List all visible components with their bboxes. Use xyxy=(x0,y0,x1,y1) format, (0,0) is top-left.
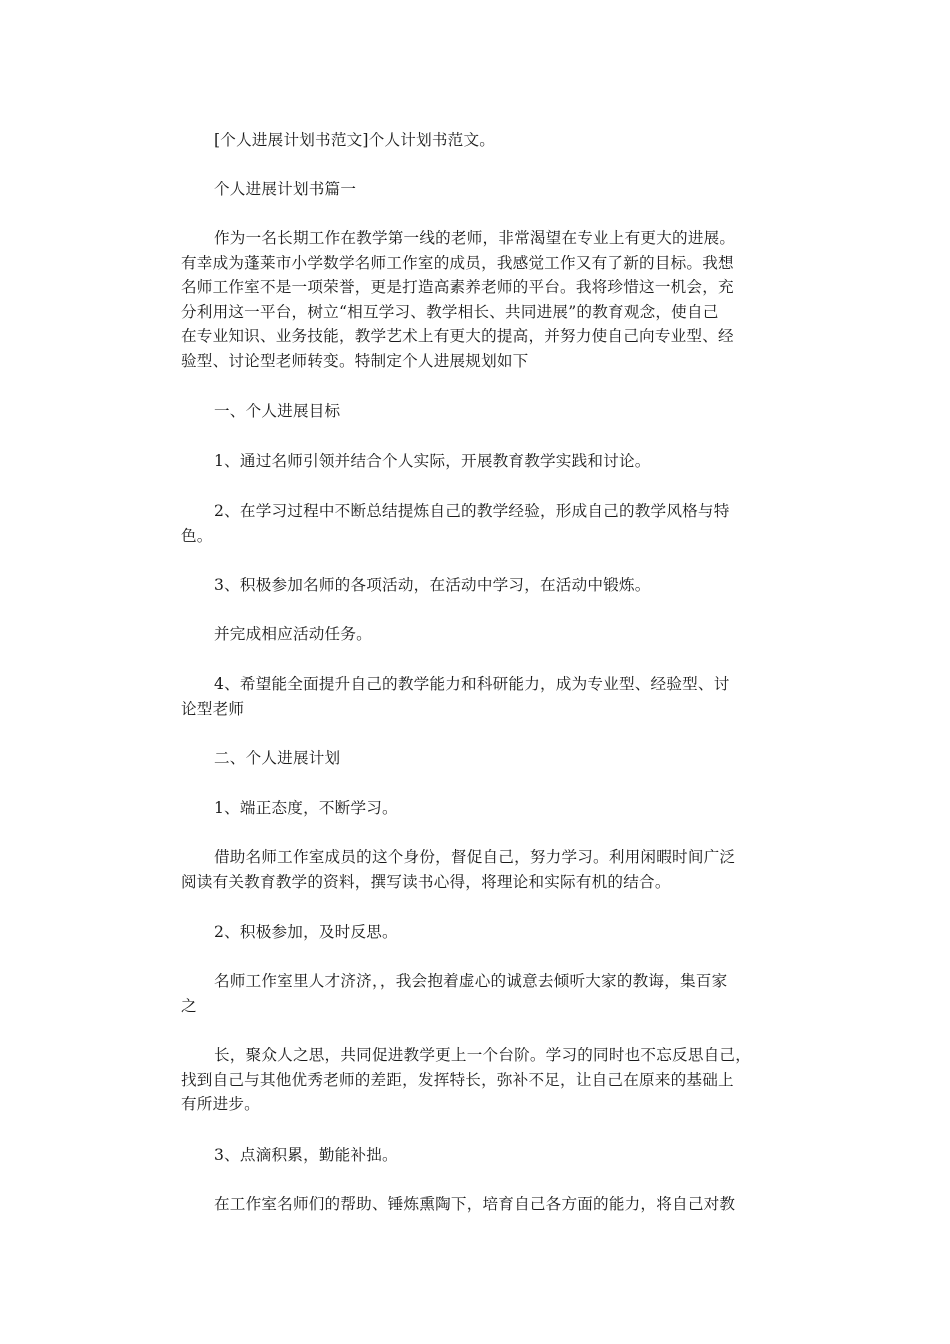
paragraph-goal-4 xyxy=(181,672,781,721)
text-line: 有幸成为蓬莱市小学数学名师工作室的成员，我感觉工作又有了新的目标。我想 xyxy=(181,253,734,272)
text-line: 验型、讨论型老师转变。特制定个人进展规划如下 xyxy=(181,351,529,370)
paragraph-plan-2-body xyxy=(181,969,781,1018)
text-line: 2、在学习过程中不断总结提炼自己的教学经验，形成自己的教学风格与特 xyxy=(214,502,730,520)
paragraph-goal-3 xyxy=(181,573,781,598)
paragraph-plan-2-body-cont xyxy=(181,1043,781,1117)
paragraph-intro xyxy=(181,226,781,374)
text-line: 借助名师工作室成员的这个身份，督促自己，努力学习。利用闲暇时间广泛 xyxy=(214,848,736,866)
text-line: 在专业知识、业务技能，教学艺术上有更大的提高，并努力使自己向专业型、经 xyxy=(181,327,734,346)
paragraph-plan-1 xyxy=(181,796,781,821)
text-line: 一、个人进展目标 xyxy=(214,402,341,420)
text-line: 1、端正态度，不断学习。 xyxy=(214,799,398,817)
text-line: 名师工作室不是一项荣誉，更是打造高素养老师的平台。我将珍惜这一机会，充 xyxy=(181,278,734,297)
paragraph-title xyxy=(181,128,781,153)
text-line: 之 xyxy=(181,996,197,1015)
text-line: 并完成相应活动任务。 xyxy=(214,625,372,643)
text-line: 论型老师 xyxy=(181,699,245,718)
text-line: 阅读有关教育教学的资料，撰写读书心得，将理论和实际有机的结合。 xyxy=(181,872,671,891)
text-line: 二、个人进展计划 xyxy=(214,749,341,767)
text-line: 色。 xyxy=(181,526,213,545)
paragraph-goal-1 xyxy=(181,449,781,474)
text-line: [个人进展计划书范文]个人计划书范文。 xyxy=(214,131,496,149)
text-line: 个人进展计划书篇一 xyxy=(214,180,357,198)
text-line: 2、积极参加，及时反思。 xyxy=(214,923,398,941)
text-line: 作为一名长期工作在教学第一线的老师，非常渴望在专业上有更大的进展。 xyxy=(214,229,736,247)
paragraph-goal-3-cont xyxy=(181,622,781,647)
paragraph-subtitle xyxy=(181,177,781,202)
text-line: 有所进步。 xyxy=(181,1095,260,1114)
paragraph-plan-2 xyxy=(181,920,781,945)
text-line: 分利用这一平台，树立“相互学习、教学相长、共同进展”的教育观念，使自己 xyxy=(181,302,719,321)
section-heading-plan xyxy=(181,746,781,771)
text-line: 长，聚众人之思，共同促进教学更上一个台阶。学习的同时也不忘反思自己， xyxy=(214,1046,751,1064)
text-line: 名师工作室里人才济济，，我会抱着虚心的诚意去倾听大家的教诲，集百家 xyxy=(214,972,728,990)
paragraph-goal-2 xyxy=(181,499,781,548)
text-line: 3、点滴积累，勤能补拙。 xyxy=(214,1146,398,1164)
paragraph-plan-1-body xyxy=(181,845,781,894)
text-line: 在工作室名师们的帮助、锤炼熏陶下，培育自己各方面的能力，将自己对教 xyxy=(214,1195,736,1213)
paragraph-plan-3-body xyxy=(181,1192,781,1217)
text-line: 找到自己与其他优秀老师的差距，发挥特长，弥补不足，让自己在原来的基础上 xyxy=(181,1070,734,1089)
text-line: 3、积极参加名师的各项活动，在活动中学习，在活动中锻炼。 xyxy=(214,576,651,594)
text-line: 1、通过名师引领并结合个人实际，开展教育教学实践和讨论。 xyxy=(214,452,651,470)
text-line: 4、希望能全面提升自己的教学能力和科研能力，成为专业型、经验型、讨 xyxy=(214,675,730,693)
section-heading-goals xyxy=(181,399,781,424)
paragraph-plan-3 xyxy=(181,1143,781,1168)
